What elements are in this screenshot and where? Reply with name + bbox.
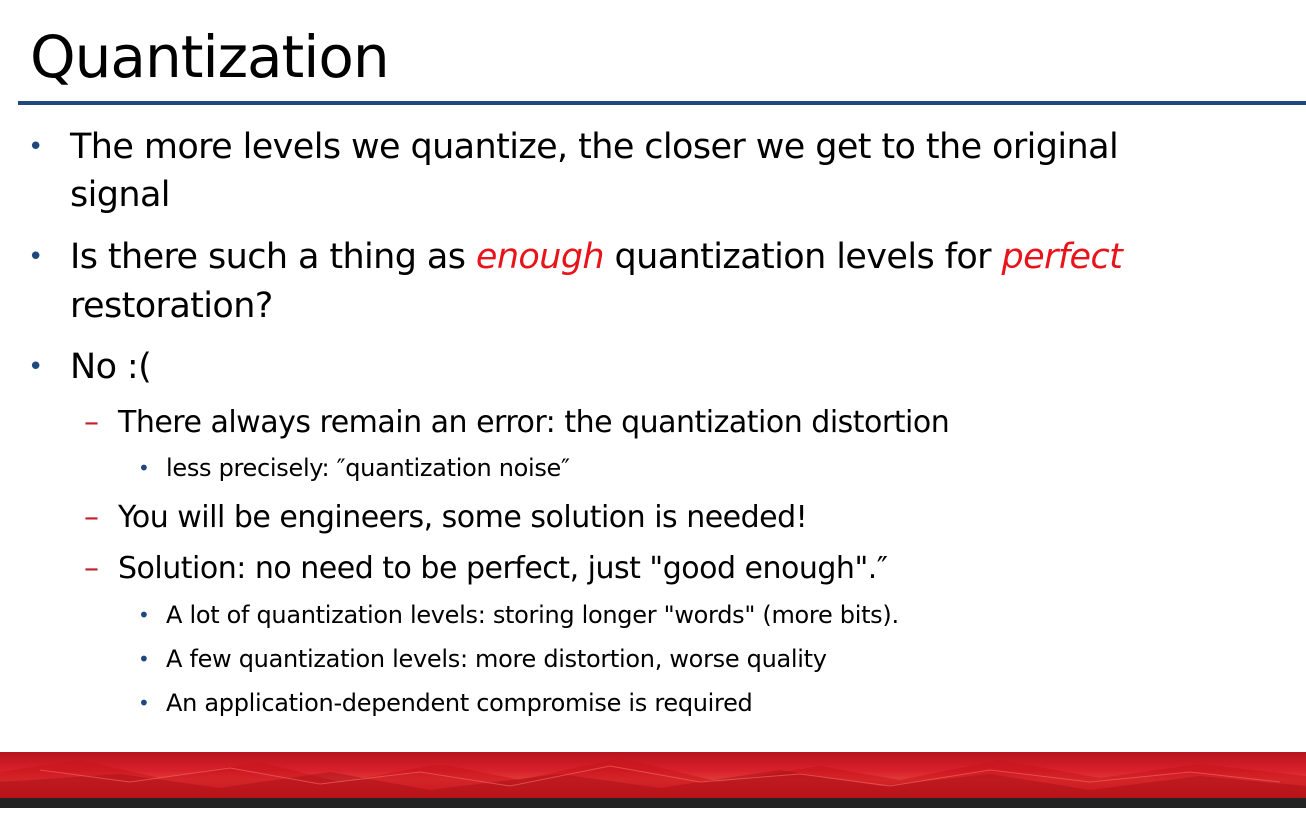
bullet-dot: •	[138, 456, 150, 480]
sub-sub-bullet-text: An application-dependent compromise is required	[166, 689, 753, 717]
slide-title: Quantization	[30, 23, 389, 91]
bullet-text-cont: restoration?	[70, 286, 273, 326]
sub-sub-bullet-text: less precisely: ″quantization noise″	[166, 454, 570, 482]
bullet-enough-levels	[28, 232, 1123, 282]
sub-bullet-text: Solution: no need to be perfect, just "good enough".″	[118, 551, 888, 586]
dash-marker: –	[84, 500, 99, 535]
sub-sub-bullet-few-levels	[138, 643, 827, 675]
footer-dark-strip	[0, 798, 1306, 808]
bullet-dot: •	[138, 603, 150, 627]
bullet-text: The more levels we quantize, the closer we get to the original	[70, 127, 1119, 167]
dash-marker: –	[84, 405, 99, 440]
bullet-more-levels-cont	[70, 170, 170, 220]
sub-bullet-error	[84, 403, 950, 443]
dash-marker: –	[84, 551, 99, 586]
bullet-more-levels	[28, 122, 1119, 172]
bullet-dot: •	[28, 242, 43, 272]
footer-band	[0, 752, 1306, 798]
bullet-no	[28, 342, 152, 392]
bullet-dot: •	[138, 647, 150, 671]
bullet-text-cont: signal	[70, 175, 170, 215]
sub-sub-bullet-text: A lot of quantization levels: storing longer "words" (more bits).	[166, 601, 899, 629]
bullet-dot: •	[28, 132, 43, 162]
sub-bullet-text: You will be engineers, some solution is needed!	[118, 500, 808, 535]
sub-bullet-text: There always remain an error: the quantization distortion	[118, 405, 950, 440]
sub-bullet-engineers	[84, 498, 808, 538]
bullet-text: No :(	[70, 347, 152, 387]
sub-sub-bullet-noise	[138, 452, 570, 484]
bullet-dot: •	[28, 352, 43, 382]
sub-sub-bullet-text: A few quantization levels: more distortion, worse quality	[166, 645, 827, 673]
sub-sub-bullet-compromise	[138, 687, 753, 719]
footer-pattern	[0, 752, 1306, 798]
sub-bullet-solution	[84, 549, 888, 589]
bullet-text-mid: quantization levels for	[604, 237, 1002, 277]
emphasis-perfect: perfect	[1001, 237, 1123, 277]
bullet-text-pre: Is there such a thing as	[70, 237, 476, 277]
emphasis-enough: enough	[475, 237, 605, 277]
bullet-dot: •	[138, 691, 150, 715]
title-underline	[18, 101, 1306, 105]
bullet-enough-levels-cont	[70, 281, 273, 331]
sub-sub-bullet-many-levels	[138, 599, 899, 631]
